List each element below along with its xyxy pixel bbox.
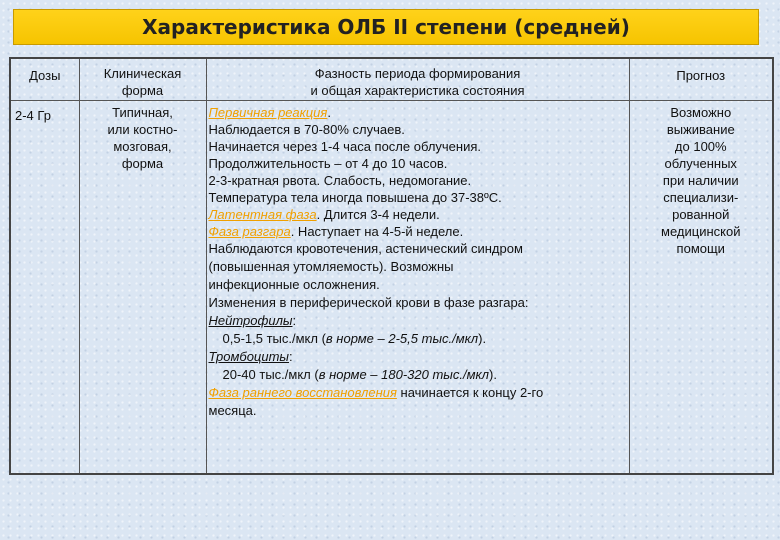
header-form xyxy=(79,58,206,100)
form-cell xyxy=(79,100,206,474)
recovery-phase-label: Фаза раннего восстановления xyxy=(208,384,397,400)
thrombocytes-label-line xyxy=(209,348,627,366)
phase-text-line: Наблюдается в 70-80% случаев. xyxy=(208,121,405,137)
header-prognosis-label: Прогноз xyxy=(676,68,726,83)
prognosis-line: рованной xyxy=(672,206,730,222)
form-line: или костно- xyxy=(107,121,178,137)
phase-text-line: Температура тела иногда повышена до 37-38ºС. xyxy=(208,189,502,205)
dose-value: 2-4 Гр xyxy=(15,107,51,123)
header-prognosis xyxy=(629,58,773,100)
form-line: Типичная, xyxy=(112,104,173,120)
thrombocytes-label: Тромбоциты xyxy=(208,348,289,364)
latent-phase-line xyxy=(209,206,627,223)
thrombocytes-norm: в норме – 180-320 тыс./мкл xyxy=(318,366,489,382)
thrombocytes-close: ). xyxy=(488,366,497,382)
table-row xyxy=(10,100,773,474)
phase-text-line: 2-3-кратная рвота. Слабость, недомогание. xyxy=(208,172,472,188)
page-title: Характеристика ОЛБ II степени (средней) xyxy=(142,15,630,39)
phase-text-line: Изменения в периферической крови в фазе разгара: xyxy=(208,294,529,310)
phase-text-line: (повышенная утомляемость). Возможны xyxy=(208,258,454,274)
prognosis-line: Возможно xyxy=(670,104,732,120)
phase-text-line: Продолжительность – от 4 до 10 часов. xyxy=(208,155,448,171)
peak-phase-label: Фаза разгара xyxy=(208,223,291,239)
header-form-line2: форма xyxy=(121,83,164,98)
prognosis-cell xyxy=(629,100,773,474)
primary-reaction-label: Первичная реакция xyxy=(208,104,328,120)
neutrophils-colon: : xyxy=(292,312,297,328)
phase-text-line: Начинается через 1-4 часа после облучения. xyxy=(208,138,481,154)
neutrophils-norm: в норме – 2-5,5 тыс./мкл xyxy=(325,330,479,346)
prognosis-line: при наличии xyxy=(662,172,739,188)
phase-text-line: инфекционные осложнения. xyxy=(208,276,380,292)
characteristics-table xyxy=(9,57,774,475)
recovery-phase-text: начинается к концу 2‑го xyxy=(396,384,544,400)
prognosis-line: специализи- xyxy=(663,189,739,205)
neutrophils-close: ). xyxy=(478,330,487,346)
thrombocytes-value-line xyxy=(209,366,627,384)
form-line: мозговая, xyxy=(113,138,172,154)
neutrophils-value: 0,5-1,5 тыс./мкл ( xyxy=(222,330,326,346)
prognosis-line: помощи xyxy=(676,240,725,256)
neutrophils-value-line xyxy=(209,330,627,348)
dose-cell xyxy=(10,100,79,474)
prognosis-line: до 100% xyxy=(674,138,727,154)
prognosis-line: облученных xyxy=(664,155,737,171)
title-banner xyxy=(13,9,759,45)
thrombocytes-colon: : xyxy=(288,348,293,364)
header-dose-label: Дозы xyxy=(29,68,61,83)
header-form-line1: Клиническая xyxy=(103,66,182,81)
phase-cell xyxy=(206,100,629,474)
neutrophils-label: Нейтрофилы xyxy=(208,312,293,328)
latent-phase-label: Латентная фаза xyxy=(208,206,317,222)
primary-reaction-line xyxy=(209,104,627,121)
primary-reaction-sep: . xyxy=(327,104,331,120)
peak-phase-text: . Наступает на 4-5-й неделе. xyxy=(290,223,464,239)
header-phase xyxy=(206,58,629,100)
phase-text-line: месяца. xyxy=(208,402,257,418)
prognosis-line: медицинской xyxy=(661,223,741,239)
header-dose xyxy=(10,58,79,100)
form-line: форма xyxy=(121,155,164,171)
latent-phase-text: . Длится 3‑4 недели. xyxy=(316,206,440,222)
peak-phase-line xyxy=(209,223,627,240)
table-header-row xyxy=(10,58,773,100)
thrombocytes-value: 20‑40 тыс./мкл ( xyxy=(222,366,319,382)
header-phase-line2: и общая характеристика состояния xyxy=(310,83,525,98)
prognosis-line: выживание xyxy=(666,121,735,137)
phase-text-line: Наблюдаются кровотечения, астенический синдром xyxy=(208,240,523,256)
neutrophils-label-line xyxy=(209,312,627,330)
header-phase-line1: Фазность периода формирования xyxy=(314,66,521,81)
recovery-phase-line xyxy=(209,384,627,402)
